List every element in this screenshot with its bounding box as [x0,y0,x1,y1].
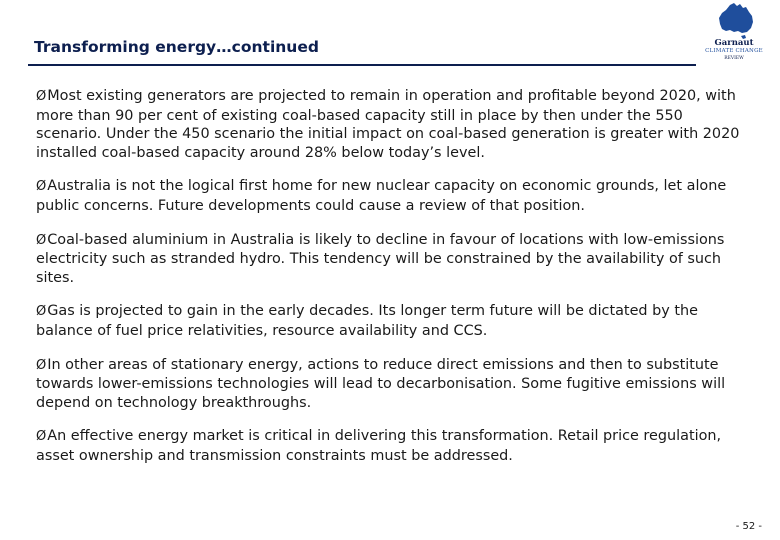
logo-name: Garnaut [714,38,754,48]
slide-title-text: Transforming energy…continued [34,38,319,56]
logo-subtitle: CLIMATE CHANGE [705,48,763,54]
bullet-text: Gas is projected to gain in the early decades. Its longer term future will be dictated by the balance of fuel price relativities, resource availability and CCS. [36,303,698,339]
bullet-text: Coal-based aluminium in Australia is likely to decline in favour of locations with low-emissions electricity such as stranded hydro. This tendency will be constrained by the availability of such sites. [36,231,725,286]
arrow-bullet-icon: Ø [36,304,47,320]
bullet-item [36,302,748,340]
arrow-bullet-icon: Ø [36,232,47,248]
bullet-text: An effective energy market is critical in delivering this transformation. Retail price regulation, asset ownership and transmission constraints must be addressed. [36,428,722,464]
bullet-item [36,231,748,288]
slide-title [34,38,319,56]
bullet-list [36,87,748,481]
bullet-item [36,87,748,162]
australia-map-icon [716,2,756,40]
garnaut-logo [692,2,776,64]
bullet-text: Most existing generators are projected to remain in operation and profitable beyond 2020, with more than 90 per cent of existing coal-based capacity still in place by then under the 550 scenario. Under the 450 scenario the initial impact on coal-based generation is greater with 2020 installed coal-based capacity around 28% below today’s level. [36,88,740,161]
arrow-bullet-icon: Ø [36,357,47,373]
arrow-bullet-icon: Ø [36,89,47,104]
bullet-item [36,427,748,465]
bullet-text: In other areas of stationary energy, actions to reduce direct emissions and then to substitute towards lower-emissions technologies will lead to decarbonisation. Some fugitive emissions will depend on technology breakthroughs. [36,356,726,411]
logo-subtitle-2: REVIEW [724,56,744,61]
page-number: - 52 - [735,521,762,532]
bullet-item [36,177,748,215]
arrow-bullet-icon: Ø [36,429,47,445]
arrow-bullet-icon: Ø [36,179,47,195]
title-divider [28,64,696,66]
bullet-item [36,356,748,413]
bullet-text: Australia is not the logical first home for new nuclear capacity on economic grounds, let alone public concerns. Future developments could cause a review of that position. [36,178,727,214]
